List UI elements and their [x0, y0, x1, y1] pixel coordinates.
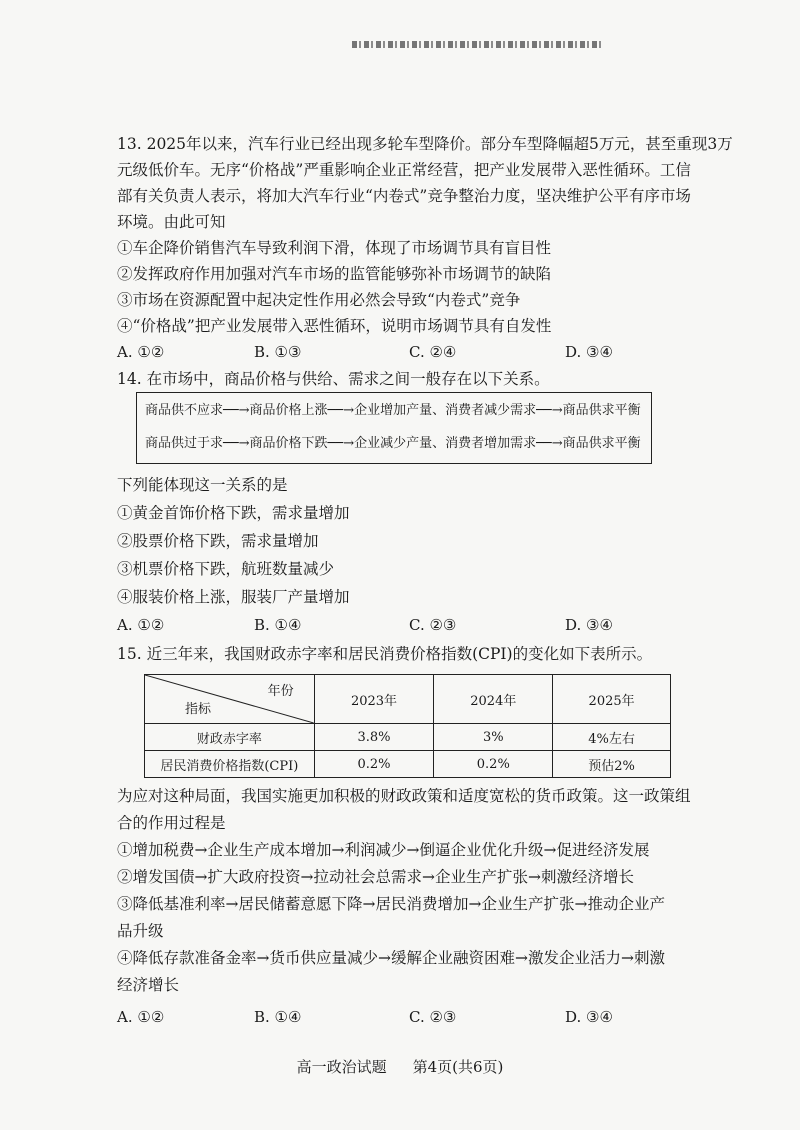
q15-item-1: ①增加税费→企业生产成本增加→利润减少→倒逼企业优化升级→促进经济发展 [117, 841, 650, 859]
q13-item-2: ②发挥政府作用加强对汽车市场的监管能够弥补市场调节的缺陷 [117, 265, 552, 283]
table-corner-cell [145, 675, 315, 724]
year-header: 2025年 [553, 675, 671, 724]
q15-item-4-cont: 经济增长 [117, 976, 180, 994]
q14-item-3: ③机票价格下跌，航班数量减少 [117, 560, 335, 578]
scan-artifact [352, 41, 604, 48]
q14-stem: 14. 在市场中，商品价格与供给、需求之间一般存在以下关系。 [117, 370, 550, 388]
q13-stem-line-4: 环境。由此可知 [117, 213, 226, 231]
corner-indicator-label: 指标 [185, 702, 212, 717]
table-cell: 3% [434, 724, 553, 751]
q15-option-d[interactable]: D. ③④ [565, 1008, 613, 1026]
q15-item-2: ②增发国债→扩大政府投资→拉动社会总需求→企业生产扩张→刺激经济增长 [117, 868, 634, 886]
q14-flow-row-1: 商品供不应求──→商品价格上涨──→企业增加产量、消费者减少需求──→商品供求平衡 [145, 403, 641, 418]
q15-option-b[interactable]: B. ①④ [254, 1008, 302, 1026]
q13-option-c[interactable]: C. ②④ [409, 343, 457, 361]
row-label: 财政赤字率 [145, 724, 315, 751]
q15-stem: 15. 近三年来，我国财政赤字率和居民消费价格指数(CPI)的变化如下表所示。 [117, 645, 653, 663]
q15-data-table [144, 674, 671, 778]
q15-context-line-1: 为应对这种局面，我国实施更加积极的财政政策和适度宽松的货币政策。这一政策组 [117, 787, 691, 805]
q14-item-4: ④服装价格上涨，服装厂产量增加 [117, 588, 350, 606]
q13-item-4: ④“价格战”把产业发展带入恶性循环，说明市场调节具有自发性 [117, 317, 552, 335]
q15-item-3-cont: 品升级 [117, 922, 164, 940]
footer-subject: 高一政治试题 [296, 1058, 387, 1076]
table-cell: 0.2% [434, 751, 553, 778]
q15-option-a[interactable]: A. ①② [117, 1008, 165, 1026]
q14-item-2: ②股票价格下跌，需求量增加 [117, 532, 319, 550]
corner-year-label: 年份 [267, 684, 294, 699]
q13-item-1: ①车企降价销售汽车导致利润下滑，体现了市场调节具有盲目性 [117, 239, 552, 257]
q15-item-4: ④降低存款准备金率→货币供应量减少→缓解企业融资困难→激发企业活力→刺激 [117, 949, 665, 967]
table-cell: 预估2% [553, 751, 671, 778]
q14-item-1: ①黄金首饰价格下跌，需求量增加 [117, 504, 350, 522]
q13-option-d[interactable]: D. ③④ [565, 343, 613, 361]
table-header-row [145, 675, 671, 724]
q14-option-b[interactable]: B. ①④ [254, 616, 302, 634]
q13-option-a[interactable]: A. ①② [117, 343, 165, 361]
row-label: 居民消费价格指数(CPI) [145, 751, 315, 778]
q14-option-d[interactable]: D. ③④ [565, 616, 613, 634]
q15-item-3: ③降低基准利率→居民储蓄意愿下降→居民消费增加→企业生产扩张→推动企业产 [117, 895, 665, 913]
q13-stem-line-2: 元级低价车。无序“价格战”严重影响企业正常经营，把产业发展带入恶性循环。工信 [117, 161, 691, 179]
q13-stem-line-3: 部有关负责人表示，将加大汽车行业“内卷式”竞争整治力度，坚决维护公平有序市场 [117, 187, 691, 205]
q13-item-3: ③市场在资源配置中起决定性作用必然会导致“内卷式”竞争 [117, 291, 521, 309]
table-cell: 4%左右 [553, 724, 671, 751]
q14-option-a[interactable]: A. ①② [117, 616, 165, 634]
q14-flow-row-2: 商品供过于求──→商品价格下跌──→企业减少产量、消费者增加需求──→商品供求平衡 [145, 436, 641, 451]
q15-option-c[interactable]: C. ②③ [409, 1008, 457, 1026]
q13-option-b[interactable]: B. ①③ [254, 343, 302, 361]
q13-stem-line-1: 13. 2025年以来，汽车行业已经出现多轮车型降价。部分车型降幅超5万元，甚至重现3万 [117, 135, 733, 153]
q14-flow-box [136, 392, 652, 464]
table-row [145, 751, 671, 778]
table-row [145, 724, 671, 751]
year-header: 2023年 [314, 675, 434, 724]
q15-context-line-2: 合的作用过程是 [117, 814, 226, 832]
q14-question: 下列能体现这一关系的是 [117, 476, 288, 494]
table-cell: 3.8% [314, 724, 434, 751]
page-footer [0, 1056, 800, 1077]
table-cell: 0.2% [314, 751, 434, 778]
q14-option-c[interactable]: C. ②③ [409, 616, 457, 634]
footer-page-number: 第4页(共6页) [412, 1058, 504, 1076]
year-header: 2024年 [434, 675, 553, 724]
